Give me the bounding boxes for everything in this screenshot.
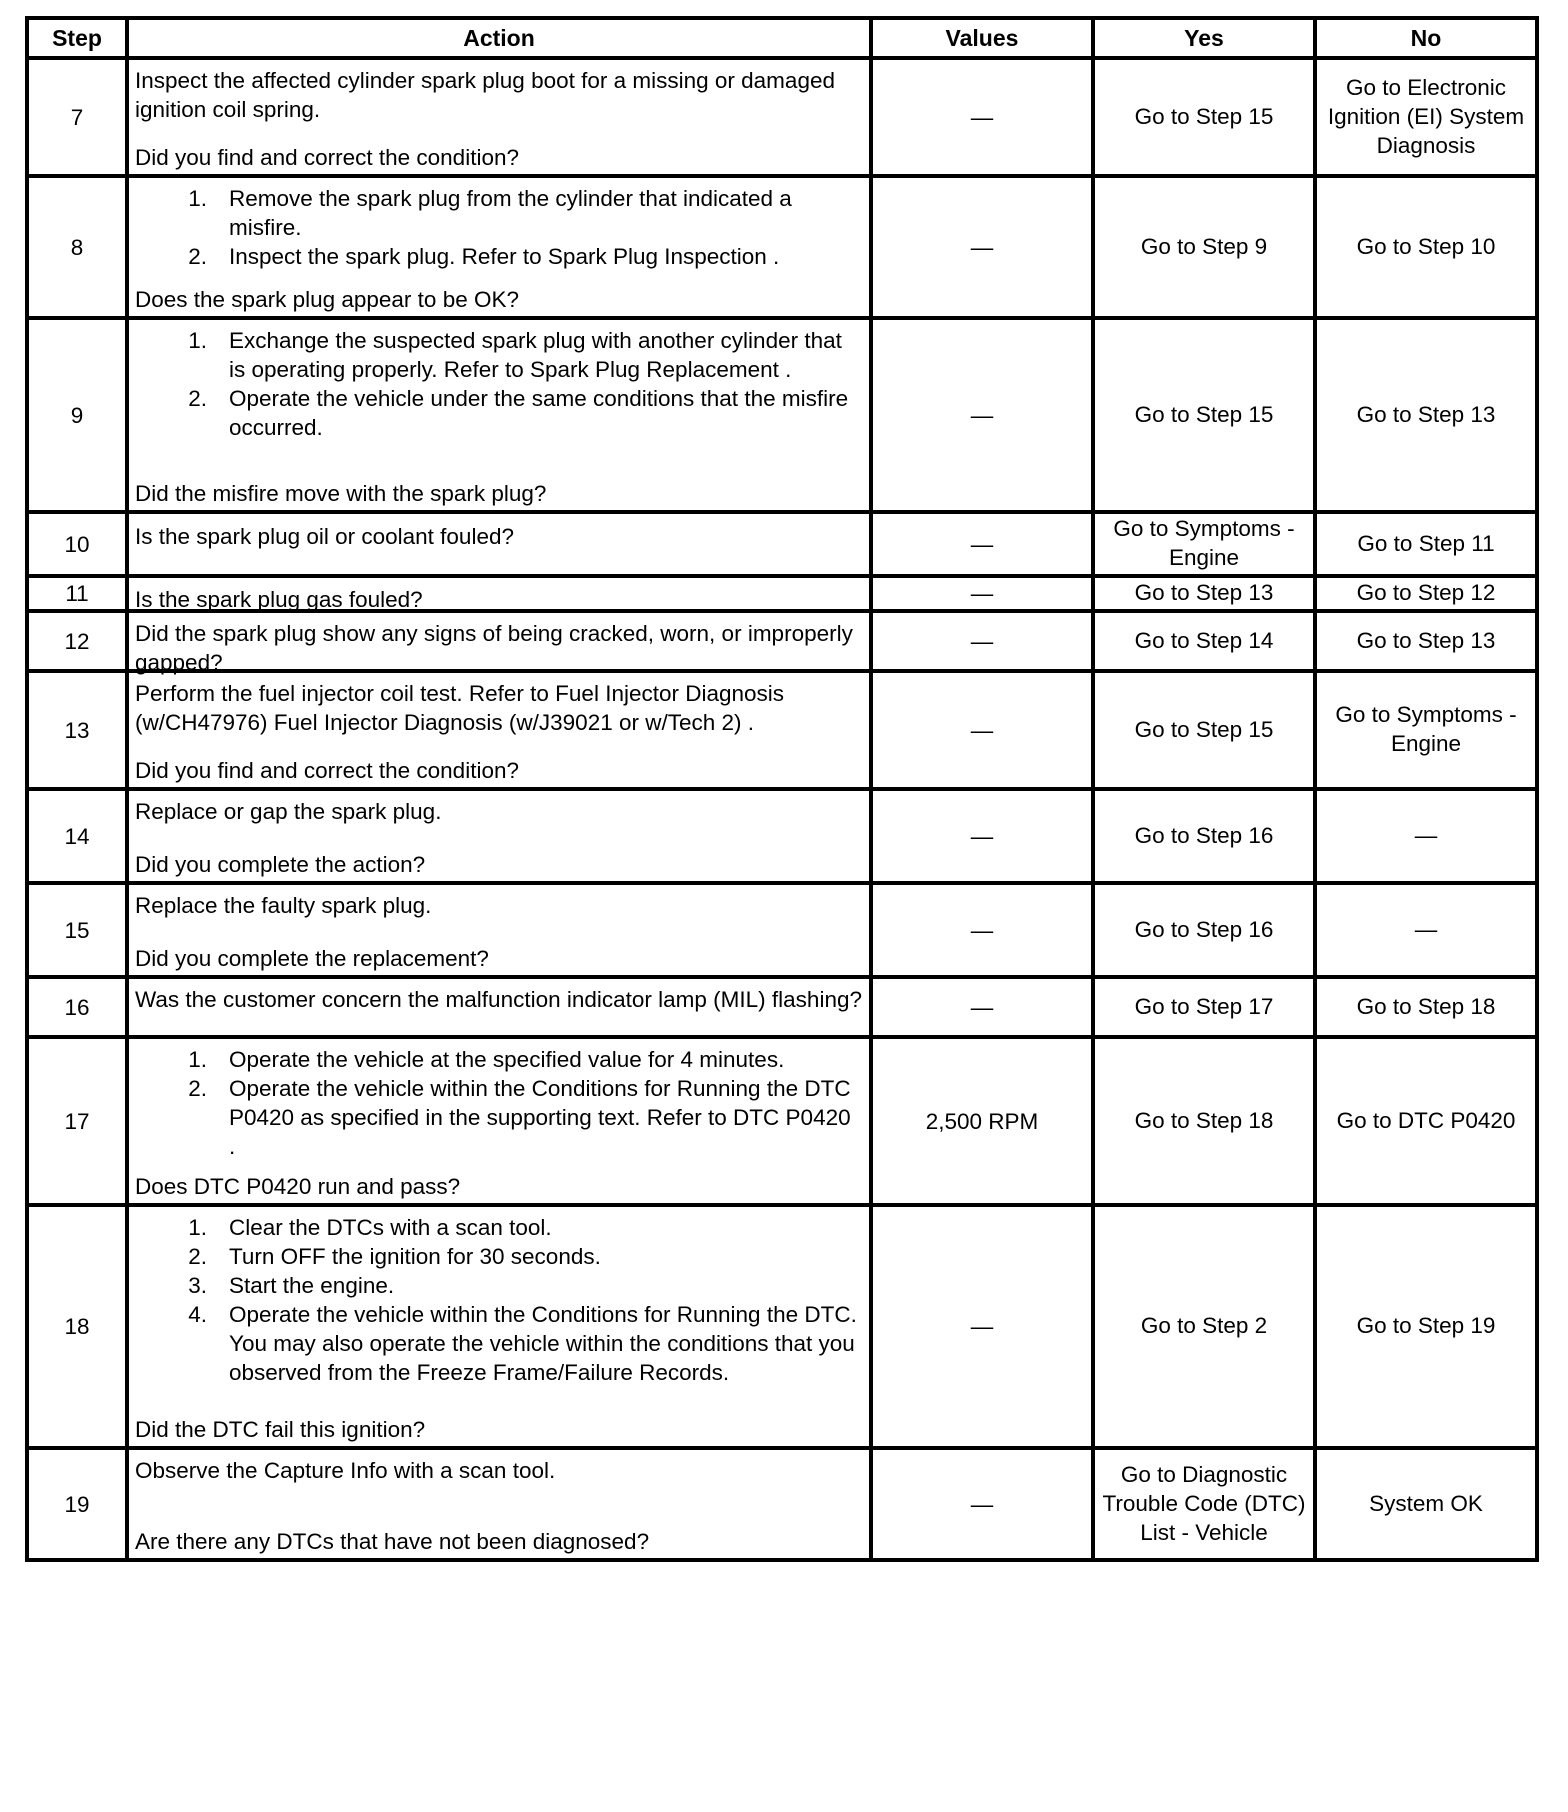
no-action-text: Go to Step 10 — [1356, 233, 1496, 259]
action-cell — [127, 789, 871, 883]
no-cell — [1315, 176, 1537, 318]
no-cell — [1315, 1037, 1537, 1205]
no-action-text: Go to Step 13 — [1356, 627, 1496, 653]
list-item-text: Remove the spark plug from the cylinder that indicated a misfire. — [229, 186, 792, 240]
no-action-text: Go to Step 12 — [1356, 580, 1496, 605]
step-number: 10 — [27, 512, 127, 576]
list-item-text: Clear the DTCs with a scan tool. — [229, 1215, 552, 1240]
action-question: Does DTC P0420 run and pass? — [135, 1174, 461, 1199]
list-item-text: Inspect the spark plug. Refer to Spark Plug Inspection . — [229, 244, 780, 269]
list-item-text: Turn OFF the ignition for 30 seconds. — [229, 1244, 601, 1269]
action-instructions — [135, 326, 863, 442]
step-number: 8 — [27, 176, 127, 318]
no-cell — [1315, 789, 1537, 883]
no-action-text: Go to Step 11 — [1357, 530, 1495, 556]
values-cell: — — [871, 611, 1093, 671]
action-question: Is the spark plug oil or coolant fouled? — [135, 524, 514, 549]
values-cell: — — [871, 1205, 1093, 1448]
action-question: Are there any DTCs that have not been diagnosed? — [135, 1529, 650, 1554]
step-number: 18 — [27, 1205, 127, 1448]
table-row — [27, 1037, 1537, 1205]
table-row — [27, 789, 1537, 883]
table-row — [27, 318, 1537, 512]
header-values: Values — [871, 18, 1093, 58]
list-item-text: Operate the vehicle within the Conditions for Running the DTC P0420 as specified in the supporting text. Refer to DTC P0420 . — [229, 1076, 851, 1159]
list-item-number: 2. — [188, 1244, 207, 1269]
action-instructions — [135, 797, 863, 826]
no-cell — [1315, 671, 1537, 789]
yes-cell — [1093, 318, 1315, 512]
action-cell — [127, 1448, 871, 1560]
action-steps-list — [135, 1213, 863, 1387]
yes-action-text: Go to Step 15 — [1134, 103, 1274, 129]
yes-cell — [1093, 58, 1315, 176]
list-item — [135, 1242, 863, 1271]
no-action-text: Go to Step 13 — [1356, 401, 1496, 427]
action-steps-list — [135, 1045, 863, 1161]
action-question: Did you complete the action? — [135, 852, 426, 877]
no-action-text: — — [1414, 916, 1438, 942]
no-cell — [1315, 977, 1537, 1037]
action-cell — [127, 576, 871, 611]
no-cell — [1315, 58, 1537, 176]
action-instruction-text: Inspect the affected cylinder spark plug boot for a missing or damaged ignition coil spring. — [135, 68, 835, 122]
action-cell — [127, 671, 871, 789]
yes-cell — [1093, 671, 1315, 789]
yes-action-text: Go to Step 18 — [1134, 1107, 1274, 1133]
step-number: 13 — [27, 671, 127, 789]
no-action-text: — — [1414, 822, 1438, 848]
list-item — [135, 1074, 863, 1161]
action-cell — [127, 1037, 871, 1205]
table-row — [27, 512, 1537, 576]
list-item-number: 1. — [188, 328, 207, 353]
action-instructions — [135, 891, 863, 920]
action-instruction-text: Replace or gap the spark plug. — [135, 799, 442, 824]
values-cell: — — [871, 883, 1093, 977]
action-question: Did the DTC fail this ignition? — [135, 1417, 426, 1442]
list-item-text: Operate the vehicle under the same conditions that the misfire occurred. — [229, 386, 849, 440]
step-number: 11 — [27, 576, 127, 611]
list-item — [135, 1213, 863, 1242]
header-row — [27, 18, 1537, 58]
yes-action-text: Go to Step 16 — [1134, 822, 1274, 848]
action-instruction-text: Replace the faulty spark plug. — [135, 893, 432, 918]
action-instructions — [135, 1213, 863, 1387]
yes-action-text: Go to Step 14 — [1134, 627, 1274, 653]
diagnostic-table — [25, 16, 1539, 1562]
yes-cell — [1093, 789, 1315, 883]
values-cell: — — [871, 1448, 1093, 1560]
list-item — [135, 1045, 863, 1074]
yes-action-text: Go to Step 9 — [1140, 233, 1268, 259]
table-row — [27, 576, 1537, 611]
yes-action-text: Go to Step 13 — [1134, 580, 1274, 605]
no-action-text: Go to Step 19 — [1356, 1313, 1496, 1338]
step-number: 9 — [27, 318, 127, 512]
action-instructions — [135, 184, 863, 271]
no-action-text: System OK — [1369, 1490, 1483, 1516]
list-item — [135, 1300, 863, 1387]
values-cell: — — [871, 318, 1093, 512]
action-question: Did the misfire move with the spark plug? — [135, 481, 547, 506]
list-item — [135, 184, 863, 242]
table-row — [27, 671, 1537, 789]
no-cell — [1315, 883, 1537, 977]
list-item-number: 2. — [188, 244, 207, 269]
action-instruction-text: Perform the fuel injector coil test. Refer to Fuel Injector Diagnosis (w/CH47976) Fuel Injector Diagnosis (w/J39021 or w/Tech 2) . — [135, 681, 785, 735]
header-action: Action — [127, 18, 871, 58]
table-body — [27, 58, 1537, 1560]
action-steps-list — [135, 184, 863, 271]
yes-action-text: Go to Step 15 — [1134, 716, 1274, 742]
table-row — [27, 977, 1537, 1037]
list-item-number: 3. — [188, 1273, 207, 1298]
list-item-number: 2. — [188, 1076, 207, 1101]
yes-action-text: Go to Diagnostic Trouble Code (DTC) List - Vehicle — [1102, 1461, 1306, 1545]
list-item-number: 1. — [188, 1215, 207, 1240]
action-instructions — [135, 1456, 863, 1485]
action-question: Is the spark plug gas fouled? — [135, 586, 423, 612]
no-cell — [1315, 611, 1537, 671]
yes-action-text: Go to Step 16 — [1134, 916, 1274, 942]
no-action-text: Go to DTC P0420 — [1336, 1107, 1516, 1133]
yes-cell — [1093, 977, 1315, 1037]
list-item — [135, 1271, 863, 1300]
no-action-text: Go to Electronic Ignition (EI) System Diagnosis — [1327, 74, 1525, 158]
list-item-number: 1. — [188, 186, 207, 211]
yes-cell — [1093, 611, 1315, 671]
yes-action-text: Go to Step 17 — [1134, 993, 1274, 1019]
yes-action-text: Go to Symptoms - Engine — [1113, 516, 1295, 570]
table-row — [27, 1448, 1537, 1560]
values-cell: — — [871, 977, 1093, 1037]
step-number: 14 — [27, 789, 127, 883]
values-cell: — — [871, 671, 1093, 789]
table-row — [27, 1205, 1537, 1448]
list-item — [135, 326, 863, 384]
no-cell — [1315, 1205, 1537, 1448]
action-question: Did the spark plug show any signs of being cracked, worn, or improperly gapped? — [135, 621, 853, 675]
action-instructions — [135, 1045, 863, 1161]
action-steps-list — [135, 326, 863, 442]
yes-cell — [1093, 1448, 1315, 1560]
action-cell — [127, 512, 871, 576]
yes-cell — [1093, 576, 1315, 611]
action-cell — [127, 883, 871, 977]
action-cell — [127, 1205, 871, 1448]
no-cell — [1315, 512, 1537, 576]
no-cell — [1315, 576, 1537, 611]
yes-cell — [1093, 883, 1315, 977]
table-row — [27, 58, 1537, 176]
action-instructions — [135, 66, 863, 124]
list-item-number: 1. — [188, 1047, 207, 1072]
action-cell — [127, 611, 871, 675]
list-item-text: Operate the vehicle within the Conditions for Running the DTC. You may also operate the vehicle within the conditions that you observed from the Freeze Frame/Failure Records. — [229, 1302, 857, 1385]
yes-action-text: Go to Step 15 — [1134, 401, 1274, 427]
yes-cell — [1093, 1037, 1315, 1205]
list-item-text: Start the engine. — [229, 1273, 395, 1298]
action-question: Did you find and correct the condition? — [135, 758, 519, 783]
no-cell — [1315, 318, 1537, 512]
values-cell: — — [871, 176, 1093, 318]
values-cell: 2,500 RPM — [871, 1037, 1093, 1205]
step-number: 19 — [27, 1448, 127, 1560]
list-item-text: Operate the vehicle at the specified value for 4 minutes. — [229, 1047, 785, 1072]
no-action-text: Go to Step 18 — [1356, 993, 1496, 1019]
action-cell — [127, 176, 871, 318]
list-item-number: 4. — [188, 1302, 207, 1327]
action-cell — [127, 977, 871, 1037]
table-row — [27, 611, 1537, 671]
list-item-text: Exchange the suspected spark plug with another cylinder that is operating properly. Refer to Spark Plug Replacement . — [229, 328, 842, 382]
header-step: Step — [27, 18, 127, 58]
values-cell: — — [871, 789, 1093, 883]
values-cell: — — [871, 576, 1093, 611]
list-item — [135, 384, 863, 442]
values-cell: — — [871, 512, 1093, 576]
action-instruction-text: Observe the Capture Info with a scan tool. — [135, 1458, 556, 1483]
action-question: Does the spark plug appear to be OK? — [135, 287, 519, 312]
yes-cell — [1093, 512, 1315, 576]
action-instructions — [135, 679, 863, 737]
action-cell — [127, 58, 871, 176]
action-question: Was the customer concern the malfunction indicator lamp (MIL) flashing? — [135, 987, 862, 1012]
action-cell — [127, 318, 871, 512]
yes-action-text: Go to Step 2 — [1140, 1313, 1268, 1338]
values-cell: — — [871, 58, 1093, 176]
step-number: 7 — [27, 58, 127, 176]
header-no: No — [1315, 18, 1537, 58]
step-number: 16 — [27, 977, 127, 1037]
yes-cell — [1093, 176, 1315, 318]
step-number: 17 — [27, 1037, 127, 1205]
header-yes: Yes — [1093, 18, 1315, 58]
action-question: Did you complete the replacement? — [135, 946, 489, 971]
no-action-text: Go to Symptoms - Engine — [1335, 702, 1517, 756]
no-cell — [1315, 1448, 1537, 1560]
step-number: 15 — [27, 883, 127, 977]
list-item-number: 2. — [188, 386, 207, 411]
action-question: Did you find and correct the condition? — [135, 145, 519, 170]
yes-cell — [1093, 1205, 1315, 1448]
table-row — [27, 176, 1537, 318]
step-number: 12 — [27, 611, 127, 671]
list-item — [135, 242, 863, 271]
table-row — [27, 883, 1537, 977]
